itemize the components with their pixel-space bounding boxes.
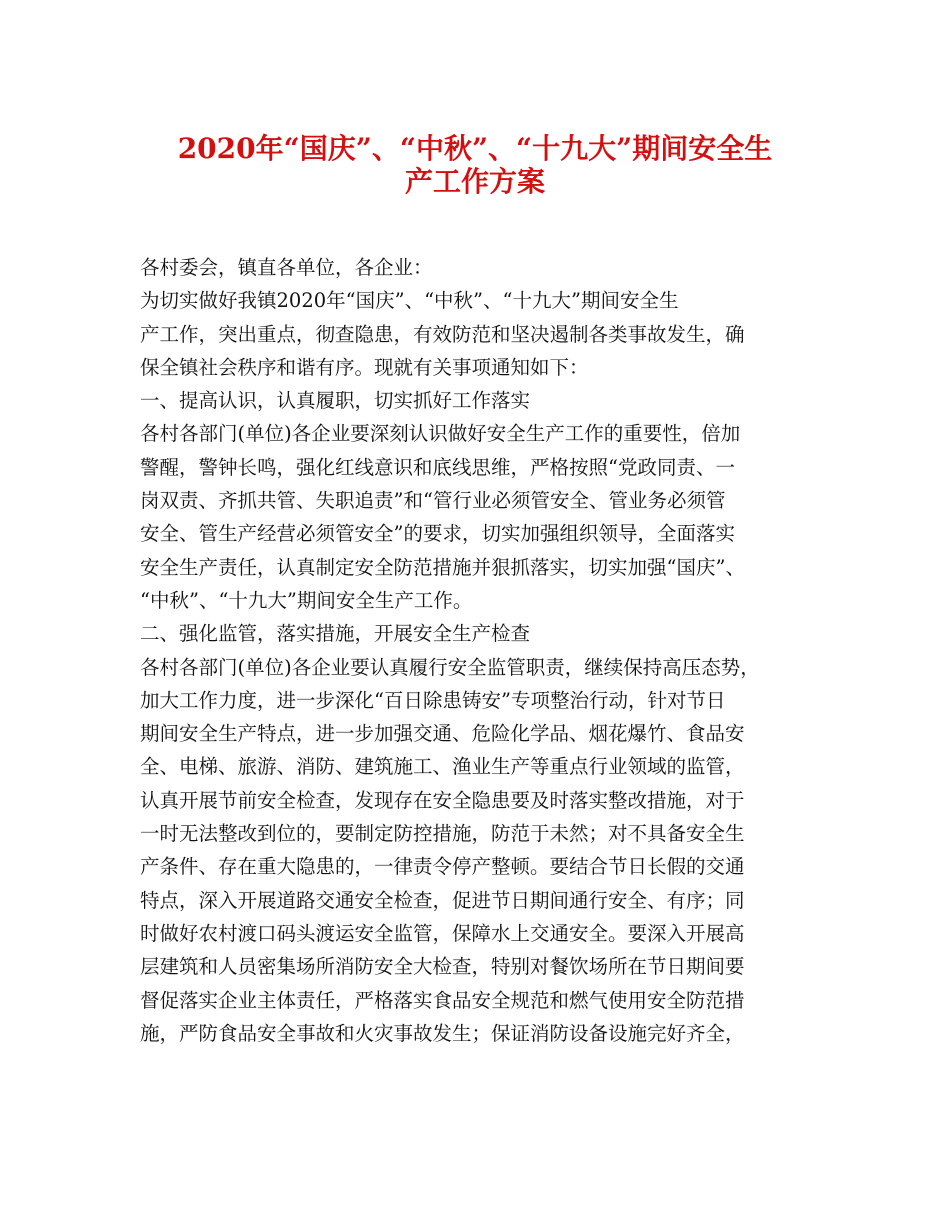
section-heading-2: 二、强化监管，落实措施，开展安全生产检查: [140, 622, 531, 646]
body-line: 警醒，警钟长鸣，强化红线意识和底线思维，严格按照“党政同责、一: [140, 455, 735, 479]
document-title: [135, 122, 815, 199]
body-line: 岗双责、齐抓共管、失职追责”和“管行业必须管安全、管业务必须管: [140, 489, 726, 513]
body-line: 一时无法整改到位的，要制定防控措施，防范于未然；对不具备安全生: [140, 822, 745, 846]
body-line: 安全、管生产经营必须管安全”的要求，切实加强组织领导，全面落实: [140, 522, 735, 546]
body-line: 施，严防食品安全事故和火灾事故发生；保证消防设备设施完好齐全，: [140, 1021, 745, 1045]
body-line: “中秋”、“十九大”期间安全生产工作。: [140, 588, 473, 612]
body-line: 全、电梯、旅游、消防、建筑施工、渔业生产等重点行业领域的监管，: [140, 755, 745, 779]
body-line: 加大工作力度，进一步深化“百日除患铸安”专项整治行动，针对节日: [140, 688, 726, 712]
body-line: 各村各部门(单位)各企业要认真履行安全监管职责，继续保持高压态势，: [140, 655, 760, 679]
body-line: 产工作，突出重点，彻查隐患，有效防范和坚决遏制各类事故发生，确: [140, 322, 745, 346]
section-heading-1: 一、提高认识，认真履职，切实抓好工作落实: [140, 389, 531, 413]
title-line: 2020年“国庆”、“中秋”、“十九大”期间安全生: [177, 132, 773, 165]
salutation: 各村委会，镇直各单位，各企业：: [140, 256, 433, 279]
body-line: 特点，深入开展道路交通安全检查，促进节日期间通行安全、有序；同: [140, 888, 745, 912]
body-line: 产条件、存在重大隐患的，一律责令停产整顿。要结合节日长假的交通: [140, 855, 745, 879]
body-line: 保全镇社会秩序和谐有序。现就有关事项通知如下：: [140, 355, 589, 379]
body-line: 督促落实企业主体责任，严格落实食品安全规范和燃气使用安全防范措: [140, 988, 745, 1012]
body-line: 各村各部门(单位)各企业要深刻认识做好安全生产工作的重要性，倍加: [140, 422, 741, 446]
body-line: 时做好农村渡口码头渡运安全监管，保障水上交通安全。要深入开展高: [140, 921, 745, 945]
body-line: 层建筑和人员密集场所消防安全大检查，特别对餐饮场所在节日期间要: [140, 955, 745, 979]
body-line: 为切实做好我镇2020年“国庆”、“中秋”、“十九大”期间安全生: [140, 289, 679, 313]
body-line: 期间安全生产特点，进一步加强交通、危险化学品、烟花爆竹、食品安: [140, 722, 745, 746]
body-line: 安全生产责任，认真制定安全防范措施并狠抓落实，切实加强“国庆”、: [140, 555, 745, 579]
document-body: [140, 251, 830, 1050]
title-line: 产工作方案: [404, 165, 545, 199]
body-line: 认真开展节前安全检查，发现存在安全隐患要及时落实整改措施，对于: [140, 788, 745, 812]
